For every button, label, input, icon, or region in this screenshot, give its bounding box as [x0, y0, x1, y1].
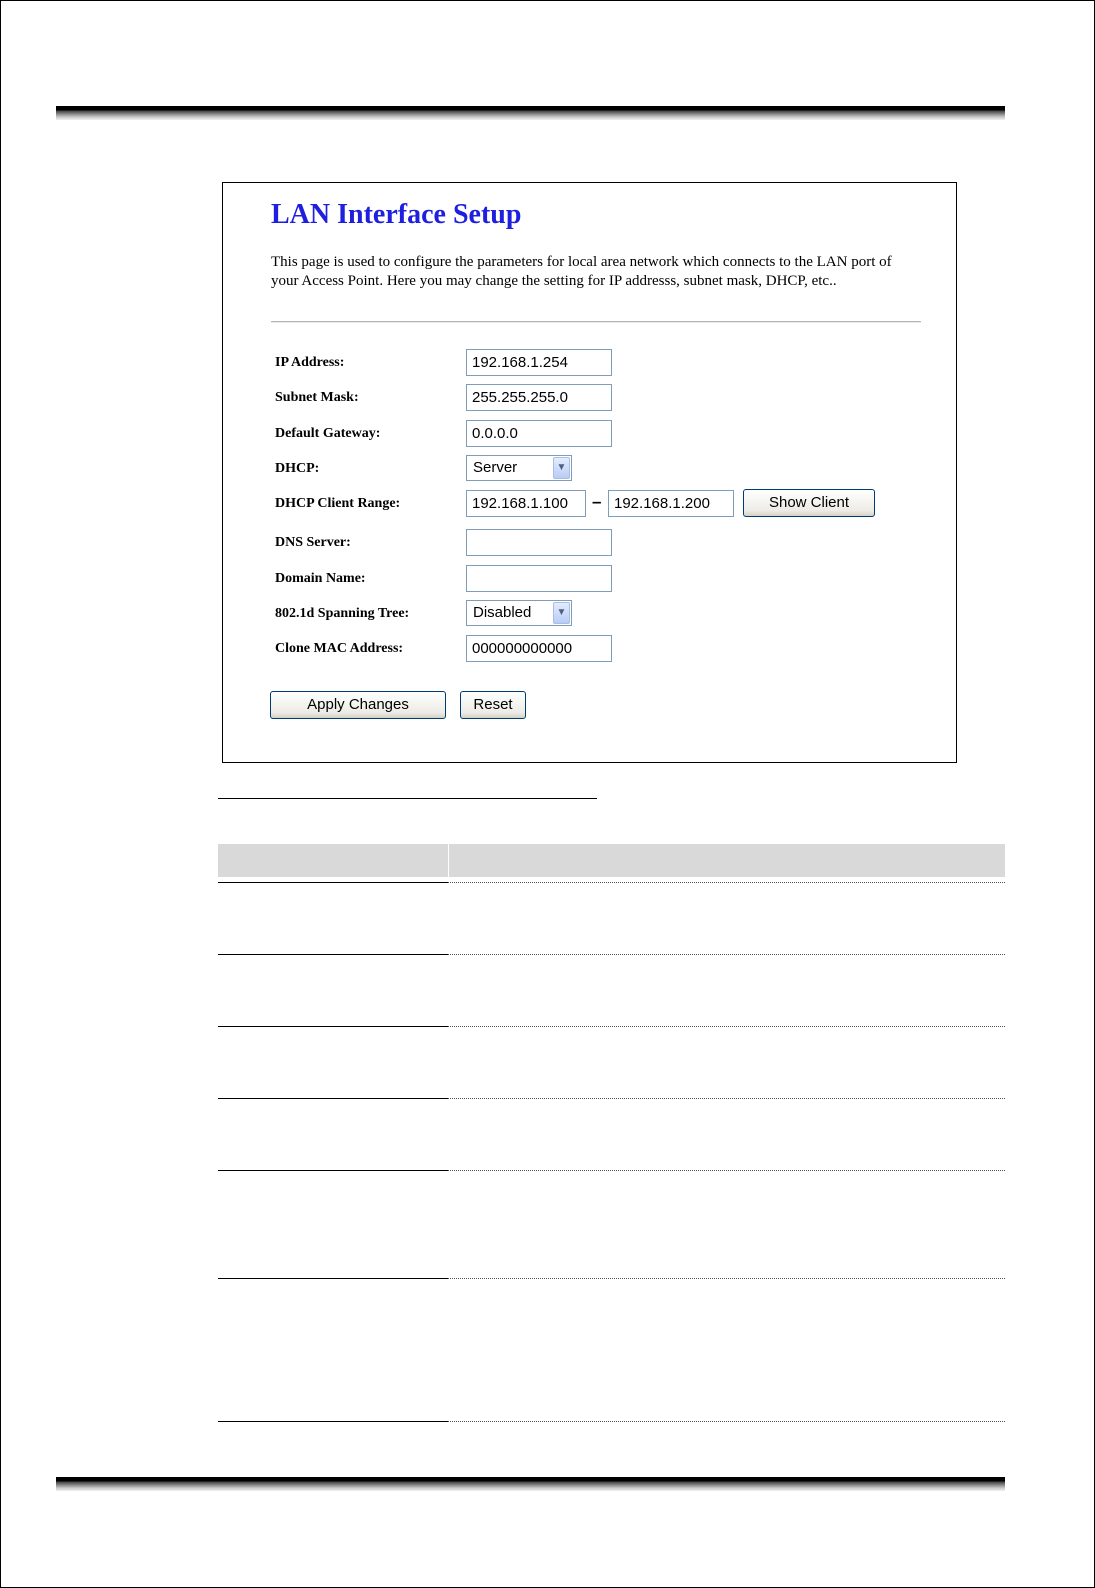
subnet-mask-input[interactable]: 255.255.255.0	[466, 384, 612, 411]
spanning-tree-select[interactable]	[466, 600, 572, 626]
divider	[271, 321, 921, 323]
default-gateway-input[interactable]: 0.0.0.0	[466, 420, 612, 447]
page-description: This page is used to configure the parameters for local area network which connects to the LAN port of your Access Point. Here you may change the setting for IP addresss, subnet mask, DHCP, etc..	[271, 254, 892, 289]
domain-name-label: Domain Name:	[275, 571, 366, 586]
spanning-tree-label: 802.1d Spanning Tree:	[275, 606, 410, 621]
ip-address-label: IP Address:	[275, 355, 345, 370]
reset-button[interactable]: Reset	[460, 691, 526, 719]
domain-name-input[interactable]	[466, 565, 612, 592]
apply-changes-button[interactable]: Apply Changes	[270, 691, 446, 719]
default-gateway-label: Default Gateway:	[275, 426, 381, 441]
page-title: LAN Interface Setup	[271, 199, 522, 230]
spanning-tree-selected-value: Disabled	[473, 604, 532, 621]
subnet-mask-label: Subnet Mask:	[275, 390, 359, 405]
lan-setup-screenshot	[222, 182, 957, 763]
dhcp-range-end-input[interactable]: 192.168.1.200	[608, 490, 734, 517]
caption-rule	[218, 798, 597, 799]
dns-server-label: DNS Server:	[275, 535, 351, 550]
dhcp-client-range-label: DHCP Client Range:	[275, 496, 401, 511]
ip-address-input[interactable]: 192.168.1.254	[466, 349, 612, 376]
dhcp-range-start-input[interactable]: 192.168.1.100	[466, 490, 586, 517]
dhcp-label: DHCP:	[275, 461, 320, 476]
table-header	[218, 844, 1005, 877]
dhcp-select[interactable]	[466, 455, 572, 481]
show-client-button[interactable]: Show Client	[743, 489, 875, 517]
range-separator: –	[592, 492, 602, 511]
header-rule	[56, 106, 1005, 120]
clone-mac-label: Clone MAC Address:	[275, 641, 404, 656]
chevron-down-icon[interactable]: ▼	[553, 602, 570, 624]
dhcp-selected-value: Server	[473, 459, 518, 476]
clone-mac-input[interactable]: 000000000000	[466, 635, 612, 662]
table-header-divider	[448, 844, 449, 877]
chevron-down-icon[interactable]: ▼	[553, 457, 570, 479]
dns-server-input[interactable]	[466, 529, 612, 556]
footer-rule	[56, 1477, 1005, 1491]
